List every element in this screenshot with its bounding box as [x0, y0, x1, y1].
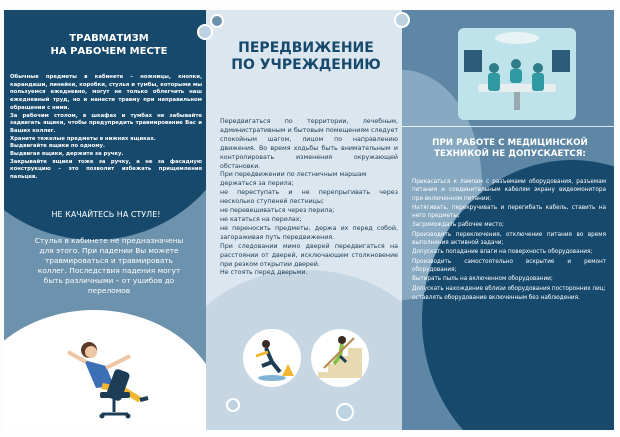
decor-dot	[394, 12, 410, 28]
panel1-chair-text: Стулья в кабинете не предназначены для этого. При падении Вы можете травмироваться и травмировать коллег. Последствия падения могут быть различными – от ушибов до переломов	[34, 236, 184, 295]
list-item: оставлять оборудование включенным без наблюдения.	[412, 294, 580, 301]
list-item: Допускать попадание влаги на поверхность оборудования;	[412, 249, 593, 256]
decor-dot	[210, 14, 224, 28]
list-item: Прикасаться к лампам с разъемами оборудования, разъемам питания и соединительным кабелям экрану видеомонитора при включенном питании;	[412, 179, 606, 202]
list-item: Производить переключения, отключение питания во время выполнения активной задачи;	[412, 231, 606, 247]
list-item: Загромождать рабочее место;	[412, 222, 504, 229]
panel3-heading: ПРИ РАБОТЕ С МЕДИЦИНСКОЙ ТЕХНИКОЙ НЕ ДОПУСКАЕТСЯ:	[432, 138, 588, 159]
list-item: Производить самостоятельно вскрытие и ремонт оборудования;	[412, 258, 606, 273]
panel2-body-text: Передвигаться по территории, лечебным, административным и бытовым помещениям следует спокойным шагом, лицом по направлению движения. Во время ходьбы быть внимательным и контролировать изменения окружающей обстановки. При передвижении по лестничным маршам держаться за перила; не переступать и не перепрыгивать через несколько ступеней лестницы; не перевешиваться через перила; не кататься на перилах; не переносить предметы, держа их перед собой, загораживая путь передвижения. При следовании мимо дверей передвигаться на расстоянии от дверей, исключающем столкновение при резком открытии дверей. Не стоять перед дверьми.	[220, 118, 398, 277]
decor-dot	[336, 403, 354, 421]
decor-dot	[197, 24, 213, 40]
falling-chair-illustration	[44, 328, 174, 423]
panel-workplace-injury	[4, 10, 206, 430]
panel-movement	[206, 10, 402, 430]
stairs-walking-icon	[310, 328, 370, 388]
panel1-subheading: НЕ КАЧАЙТЕСЬ НА СТУЛЕ!	[51, 210, 161, 219]
list-item: Вытирать пыль на включенном оборудовании;	[412, 276, 553, 283]
equipment-rules-list	[412, 178, 606, 303]
panel-medical-equipment	[402, 10, 614, 430]
decor-dot	[226, 398, 240, 412]
panel2-title: ПЕРЕДВИЖЕНИЕ ПО УЧРЕЖДЕНИЮ	[231, 40, 381, 73]
list-item: Допускать нахождение вблизи оборудования посторонних лиц;	[412, 285, 606, 292]
panel1-title: ТРАВМАТИЗМ НА РАБОЧЕМ МЕСТЕ	[50, 33, 168, 57]
divider	[402, 126, 614, 127]
slip-warning-icon	[242, 328, 302, 388]
operating-room-illustration	[458, 28, 576, 120]
panel1-intro-text: Обычные предметы в кабинете – ножницы, кнопки, карандаши, линейки, коробки, стулья и тумбы, которыми мы пользуемся ежедневно, могут не только облегчить наш ежедневный труд, но и нанести травму при неправильном обращении с ними. За рабочим столом, в шкафах и тумбах не забывайте задвигать ящики, чтобы предупредить травмирование Вас и Ваших коллег. Храните тяжелые предметы в нижних ящиках. Выдвигайте ящики по одному. Выдвигая ящики, держите за ручку. Закрывайте ящики тоже за ручку, а не за фасадную конструкцию – это позволит избежать прищемления пальцев.	[10, 74, 202, 181]
list-item: Натягивать, перекручивать и перегибать кабель, ставить на него предметы;	[412, 204, 606, 220]
